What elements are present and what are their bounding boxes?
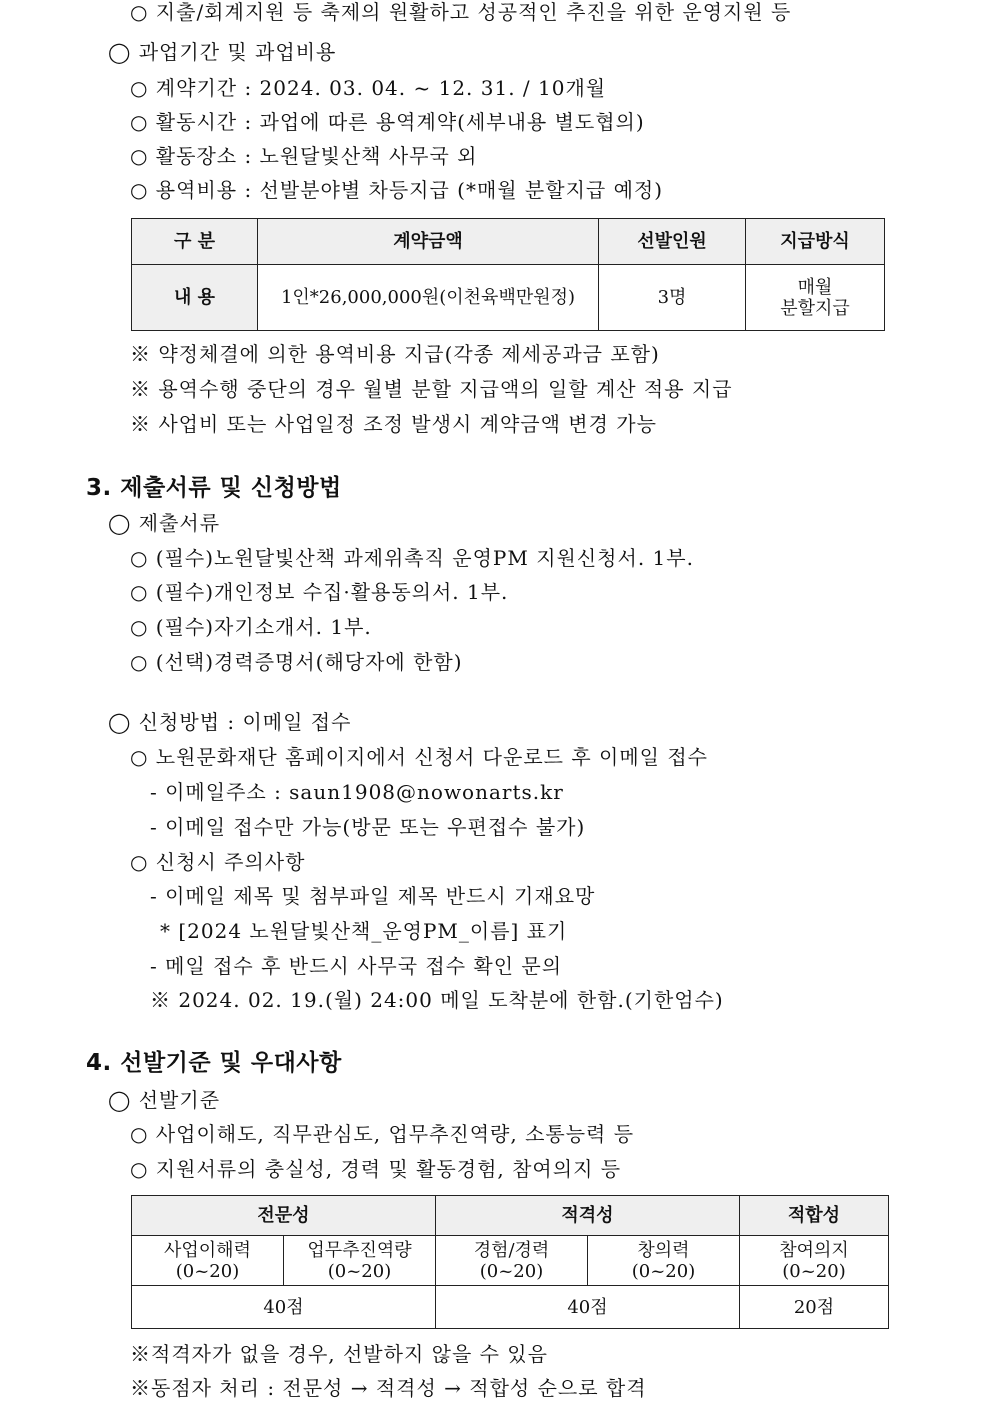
score-group-suitability: 적합성	[740, 1196, 889, 1236]
final-note: ※동점자 처리 : 전문성 → 적격성 → 적합성 순으로 합격	[130, 1376, 647, 1400]
cost-row-amount: 1인*26,000,000원(이천육백만원정)	[258, 265, 599, 331]
cost-header-amount: 계약금액	[258, 219, 599, 265]
work-hours: ○ 활동시간 : 과업에 따른 용역계약(세부내용 별도협의)	[130, 110, 645, 134]
doc-item: ○ (선택)경력증명서(해당자에 한함)	[130, 650, 463, 674]
support-bullet: ○ 지출/회계지원 등 축제의 원활하고 성공적인 추진을 위한 운영지원 등	[130, 0, 792, 24]
score-group-qualification: 적격성	[436, 1196, 740, 1236]
service-cost: ○ 용역비용 : 선발분야별 차등지급 (*매월 분할지급 예정)	[130, 178, 664, 202]
score-item: 업무추진역량 (0~20)	[284, 1236, 436, 1286]
score-total-expertise: 40점	[132, 1286, 436, 1329]
score-item: 참여의지 (0~20)	[740, 1236, 889, 1286]
score-total-suitability: 20점	[740, 1286, 889, 1329]
cost-header-category: 구 분	[132, 219, 258, 265]
work-place: ○ 활동장소 : 노원달빛산책 사무국 외	[130, 144, 478, 168]
score-item: 창의력 (0~20)	[588, 1236, 740, 1286]
deadline-note: ※ 2024. 02. 19.(월) 24:00 메일 도착분에 한함.(기한엄수)	[150, 988, 724, 1012]
final-note: ※적격자가 없을 경우, 선발하지 않을 수 있음	[130, 1342, 548, 1366]
email-address: - 이메일주소 : saun1908@nowonarts.kr	[150, 780, 564, 804]
cost-header-people: 선발인원	[599, 219, 746, 265]
cost-row-label: 내 용	[132, 265, 258, 331]
email-only: - 이메일 접수만 가능(방문 또는 우편접수 불가)	[150, 815, 586, 839]
contract-period: ○ 계약기간 : 2024. 03. 04. ~ 12. 31. / 10개월	[130, 76, 607, 100]
section4-title: 4. 선발기준 및 우대사항	[86, 1050, 342, 1076]
caution-format: * [2024 노원달빛산책_운영PM_이름] 표기	[160, 919, 568, 943]
criteria-heading: ◯ 선발기준	[108, 1088, 221, 1112]
caution-subject: - 이메일 제목 및 첨부파일 제목 반드시 기재요망	[150, 884, 596, 908]
score-group-expertise: 전문성	[132, 1196, 436, 1236]
score-table	[131, 1195, 889, 1329]
doc-item: ○ (필수)개인정보 수집·활용동의서. 1부.	[130, 580, 509, 604]
criteria-item: ○ 사업이해도, 직무관심도, 업무추진역량, 소통능력 등	[130, 1122, 635, 1146]
apply-heading: ◯ 신청방법 : 이메일 접수	[108, 710, 352, 734]
docs-heading: ◯ 제출서류	[108, 511, 221, 535]
cost-note: ※ 용역수행 중단의 경우 월별 분할 지급액의 일할 계산 적용 지급	[130, 377, 733, 401]
cost-table	[131, 218, 885, 331]
section3-title: 3. 제출서류 및 신청방법	[86, 475, 342, 501]
cost-row-people: 3명	[599, 265, 746, 331]
criteria-item: ○ 지원서류의 충실성, 경력 및 활동경험, 참여의지 등	[130, 1157, 622, 1181]
period-cost-heading: ◯ 과업기간 및 과업비용	[108, 40, 337, 64]
cost-row-payment: 매월 분할지급	[746, 265, 885, 331]
caution-confirm: - 메일 접수 후 반드시 사무국 접수 확인 문의	[150, 954, 563, 978]
cost-note: ※ 사업비 또는 사업일정 조정 발생시 계약금액 변경 가능	[130, 412, 657, 436]
score-item: 사업이해력 (0~20)	[132, 1236, 284, 1286]
cost-note: ※ 약정체결에 의한 용역비용 지급(각종 제세공과금 포함)	[130, 342, 660, 366]
doc-item: ○ (필수)노원달빛산책 과제위촉직 운영PM 지원신청서. 1부.	[130, 546, 694, 570]
apply-download: ○ 노원문화재단 홈페이지에서 신청서 다운로드 후 이메일 접수	[130, 745, 708, 769]
score-item: 경험/경력 (0~20)	[436, 1236, 588, 1286]
cost-header-payment: 지급방식	[746, 219, 885, 265]
score-total-qualification: 40점	[436, 1286, 740, 1329]
caution-heading: ○ 신청시 주의사항	[130, 850, 306, 874]
doc-item: ○ (필수)자기소개서. 1부.	[130, 615, 372, 639]
